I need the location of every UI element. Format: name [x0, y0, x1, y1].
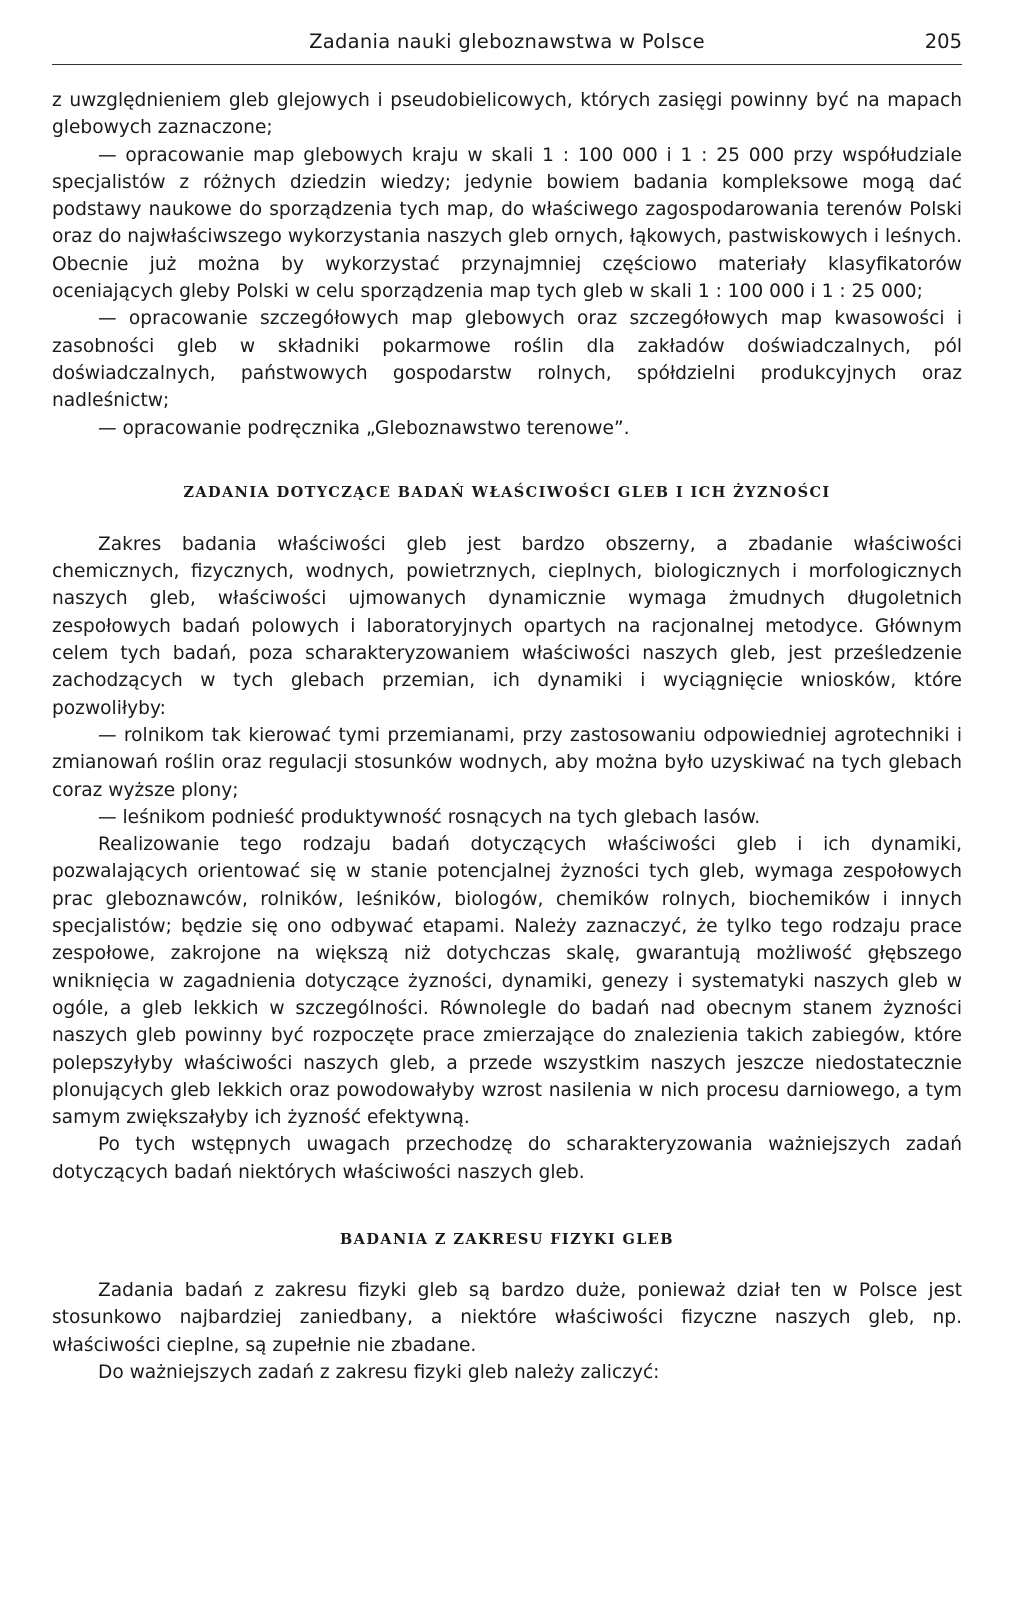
paragraph: Do ważniejszych zadań z zakresu fizyki gleb należy zaliczyć: [98, 1361, 660, 1383]
section-heading: ZADANIA DOTYCZĄCE BADAŃ WŁAŚCIWOŚCI GLEB I ICH ŻYZNOŚCI [183, 483, 831, 501]
section-heading: BADANIA Z ZAKRESU FIZYKI GLEB [340, 1230, 674, 1248]
page-body [52, 87, 962, 1386]
header-rule [52, 64, 962, 65]
running-title: Zadania nauki gleboznawstwa w Polsce [309, 30, 705, 53]
paragraph: Realizowanie tego rodzaju badań dotyczących właściwości gleb i ich dynamiki, pozwalających orientować się w stanie potencjalnej żyzności tych gleb, wymaga zespołowych prac gleboznawców, rolników, leśników, biologów, chemików rolnych, biochemików i innych specjalistów; będzie się ono odbywać etapami. Należy zaznaczyć, że tylko tego rodzaju prace zespołowe, zakrojone na większą niż dotychczas skalę, gwarantują możliwość głębszego wniknięcia w zagadnienia dotyczące żyzności, dynamiki, genezy i systematyki naszych gleb w ogóle, a gleb lekkich w szczególności. Równolegle do badań nad obecnym stanem żyzności naszych gleb powinny być rozpoczęte prace zmierzające do znalezienia takich zabiegów, które polepszyłyby właściwości naszych gleb, a przede wszystkim naszych jeszcze niedostatecznie plonujących gleb lekkich oraz powodowałyby wzrost nasilenia w nich procesu darniowego, a tym samym zwiększałyby ich żyzność efektywną. [52, 834, 962, 1129]
paragraph: z uwzględnieniem gleb glejowych i pseudobielicowych, których zasięgi powinny być na mapach glebowych zaznaczone; [52, 90, 962, 139]
list-item: — rolnikom tak kierować tymi przemianami, przy zastosowaniu odpowiedniej agrotechniki i zmianowań roślin oraz regulacji stosunków wodnych, aby można było uzyskiwać na tych glebach coraz wyższe plony; [52, 724, 962, 801]
paragraph: Zadania badań z zakresu fizyki gleb są bardzo duże, ponieważ dział ten w Polsce jest stosunkowo najbardziej zaniedbany, a niektóre właściwości fizyczne naszych gleb, np. właściwości cieplne, są zupełnie nie zbadane. [52, 1279, 962, 1356]
page-header [52, 30, 962, 60]
list-item: — leśnikom podnieść produktywność rosnących na tych glebach lasów. [98, 806, 761, 828]
paragraph: Zakres badania właściwości gleb jest bardzo obszerny, a zbadanie właściwości chemicznych, fizycznych, wodnych, powietrznych, cieplnych, biologicznych i morfologicznych naszych gleb, właściwości ujmowanych dynamicznie wymaga żmudnych długoletnich zespołowych badań polowych i laboratoryjnych opartych na racjonalnej metodyce. Głównym celem tych badań, poza scharakteryzowaniem właściwości naszych gleb, jest prześledzenie zachodzących w tych glebach przemian, ich dynamiki i wyciągnięcie wniosków, które pozwoliłyby: [52, 533, 962, 719]
paragraph: Po tych wstępnych uwagach przechodzę do scharakteryzowania ważniejszych zadań dotyczących badań niektórych właściwości naszych gleb. [52, 1134, 962, 1183]
list-item: — opracowanie map glebowych kraju w skali 1 : 100 000 i 1 : 25 000 przy współudziale specjalistów z różnych dziedzin wiedzy; jedynie bowiem badania kompleksowe mogą dać podstawy naukowe do sporządzenia tych map, do właściwego zagospodarowania terenów Polski oraz do najwłaściwszego wykorzystania naszych gleb ornych, łąkowych, pastwiskowych i leśnych. Obecnie już można by wykorzystać przynajmniej częściowo materiały klasyfikatorów oceniających gleby Polski w celu sporządzenia map tych gleb w skali 1 : 100 000 i 1 : 25 000; [52, 144, 962, 303]
page-number: 205 [924, 30, 962, 53]
list-item: — opracowanie podręcznika „Gleboznawstwo terenowe”. [98, 417, 630, 439]
list-item: — opracowanie szczegółowych map glebowych oraz szczegółowych map kwasowości i zasobności gleb w składniki pokarmowe roślin dla zakładów doświadczalnych, pól doświadczalnych, państwowych gospodarstw rolnych, spółdzielni produkcyjnych oraz nadleśnictw; [52, 308, 962, 412]
